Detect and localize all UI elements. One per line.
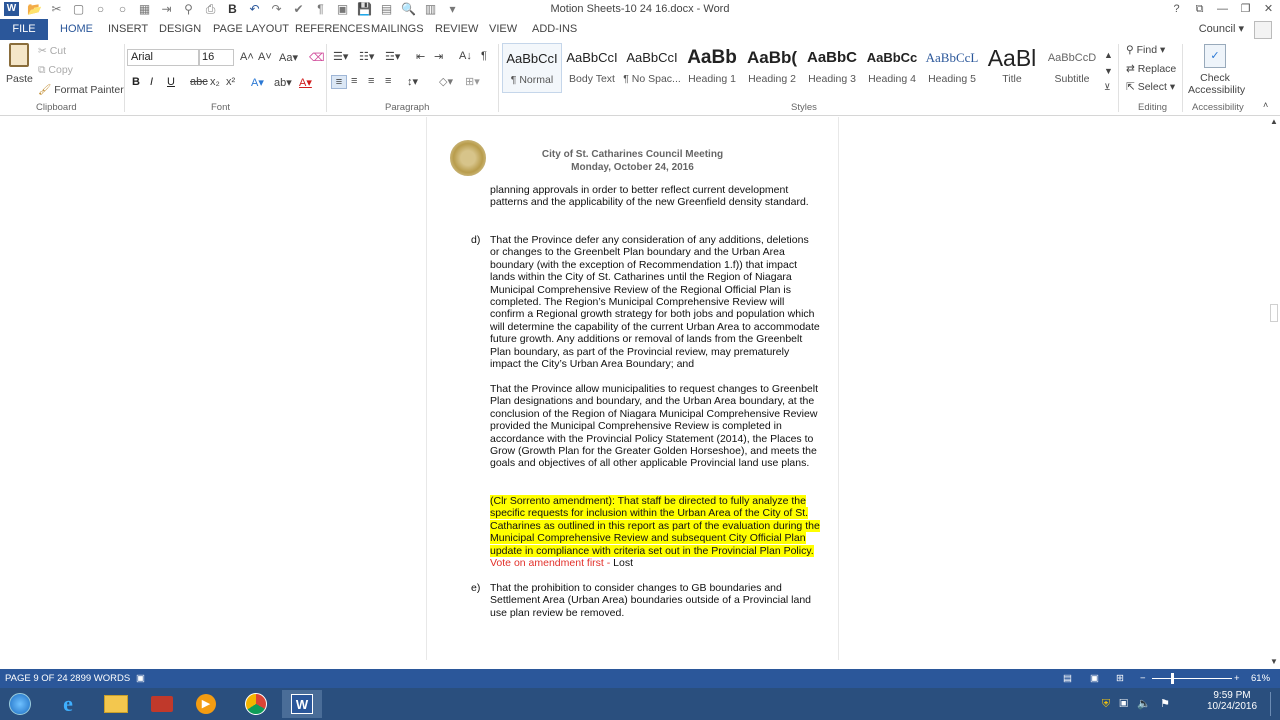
scroll-down-icon[interactable]: ▼ — [1270, 657, 1278, 666]
zoom-in-icon[interactable]: + — [1234, 673, 1240, 684]
style-name: Heading 2 — [748, 73, 796, 85]
open-folder-icon[interactable]: 📂 — [27, 2, 42, 16]
replace-button[interactable] — [1126, 63, 1176, 75]
tab-references[interactable]: REFERENCES — [295, 23, 371, 35]
find-document-icon[interactable]: 🔍 — [401, 2, 416, 16]
action-center-flag-icon[interactable]: ⚑ — [1160, 698, 1170, 710]
align-right-icon[interactable]: ≡ — [368, 75, 375, 87]
page-count[interactable]: PAGE 9 OF 24 — [5, 673, 68, 684]
justify-icon[interactable]: ≡ — [385, 75, 392, 87]
paste-button[interactable] — [6, 43, 32, 85]
zoom-out-icon[interactable]: − — [1140, 673, 1146, 684]
editing-group-label: Editing — [1138, 102, 1168, 113]
sort-icon[interactable]: A↓ — [459, 50, 472, 62]
highlighted-amendment: (Clr Sorrento amendment): That staff be directed to fully analyze the specific requests for inclusion within the Urban Area of the City of St. Catharines as outlined in this report as part of the evaluation during the Municipal Comprehensive Review and subsequent City Official Plan update in compliance with criteria set out in the Provincial Plan Policy. — [490, 495, 820, 557]
bold-icon[interactable]: B — [132, 76, 140, 88]
subscript-icon[interactable]: x₂ — [210, 76, 220, 88]
style-name: ¶ No Spac... — [623, 73, 681, 85]
style-heading-1[interactable] — [682, 43, 742, 93]
style-heading-4[interactable] — [862, 43, 922, 93]
format-painter-label: Format Painter — [54, 84, 124, 96]
proofing-icon[interactable]: ▣ — [136, 673, 145, 684]
clock[interactable] — [1202, 690, 1262, 712]
style-name: Heading 3 — [808, 73, 856, 85]
taskbar-file-explorer[interactable] — [96, 690, 136, 718]
collapse-ribbon-icon[interactable]: ˄ — [1263, 100, 1269, 110]
vote-note: Vote on amendment first - — [490, 557, 614, 570]
increase-indent-icon[interactable]: ⇥ — [434, 51, 444, 63]
style-heading-3[interactable] — [802, 43, 862, 93]
redo-icon[interactable]: ↷ — [271, 2, 282, 16]
taskbar-presentation-app[interactable] — [142, 690, 182, 718]
document-icon[interactable]: ▤ — [380, 2, 393, 16]
style-sample: AaBb( — [746, 48, 798, 67]
customize-qat-icon[interactable]: ▾ — [449, 2, 456, 16]
print-preview-icon[interactable]: ⎙ — [205, 2, 216, 16]
paste-label: Paste — [6, 73, 33, 85]
paragraph-item-e: That the prohibition to consider changes to GB boundaries and Settlement Area (Urban Area) boundaries outside of a Provincial land use plan review be removed. — [490, 582, 812, 619]
show-desktop-button[interactable] — [1270, 692, 1278, 716]
accessibility-group-label: Accessibility — [1192, 102, 1244, 113]
multilevel-list-icon[interactable]: ☲▾ — [385, 51, 401, 63]
shrink-font-icon[interactable]: A˅ — [258, 51, 272, 63]
style-name: Subtitle — [1054, 73, 1090, 85]
styles-more-icon[interactable]: ⊻ — [1104, 82, 1111, 92]
amendment-paragraph — [490, 495, 820, 569]
font-size-select[interactable]: 16 — [198, 49, 234, 66]
align-left-icon[interactable]: ≡ — [331, 75, 347, 89]
window-controls — [1165, 0, 1280, 19]
select-button[interactable] — [1126, 81, 1175, 93]
font-group-label: Font — [211, 102, 231, 113]
pdf-icon[interactable]: ▥ — [424, 2, 437, 16]
zoom-level[interactable]: 61% — [1251, 673, 1271, 684]
highlight-icon[interactable]: ab▾ — [274, 77, 292, 89]
volume-icon[interactable]: 🔈 — [1137, 698, 1151, 710]
style-sample: AaBbCcI — [506, 51, 558, 66]
grow-font-icon[interactable]: A˄ — [240, 51, 254, 63]
font-color-icon[interactable]: A▾ — [299, 77, 312, 89]
superscript-icon[interactable]: x² — [226, 76, 236, 88]
check-label: Check — [1200, 72, 1230, 84]
restore-button[interactable]: ❐ — [1240, 3, 1251, 15]
paragraph-group-label: Paragraph — [385, 102, 430, 113]
list-letter: e) — [471, 582, 481, 594]
chrome-icon — [245, 693, 267, 715]
media-player-icon: ▶ — [196, 694, 216, 714]
folder-icon — [104, 695, 128, 713]
style-sample: AaBbCcL — [925, 50, 979, 65]
divider — [326, 44, 327, 112]
format-painter-button[interactable] — [38, 83, 124, 96]
bullets-icon[interactable]: ☰▾ — [333, 51, 349, 63]
minimize-button[interactable]: — — [1217, 3, 1228, 15]
start-button[interactable] — [0, 690, 40, 718]
style-name: Body Text — [569, 73, 615, 85]
circle-icon-2[interactable]: ○ — [118, 2, 127, 16]
find-button[interactable] — [1126, 44, 1165, 56]
header-title: City of St. Catharines Council Meeting — [541, 149, 724, 160]
font-name-select[interactable]: Arial — [127, 49, 200, 66]
divider — [498, 44, 499, 112]
user-account[interactable]: Council ▾ — [1198, 23, 1244, 35]
taskbar-word[interactable] — [282, 690, 322, 718]
zoom-slider[interactable] — [1152, 678, 1232, 679]
copy-button[interactable] — [38, 64, 73, 77]
taskbar-media-player[interactable] — [186, 690, 226, 718]
clear-formatting-icon[interactable]: ⌫ — [309, 52, 325, 64]
style-heading-5[interactable] — [922, 43, 982, 93]
binoculars-icon: ⚲ — [1126, 44, 1137, 56]
style-name: Title — [1002, 73, 1022, 85]
read-mode-icon[interactable]: ▤ — [1063, 673, 1072, 684]
line-spacing-icon[interactable]: ↕▾ — [407, 76, 419, 88]
web-layout-icon[interactable]: ⊞ — [1116, 673, 1124, 684]
check-accessibility-button[interactable] — [1188, 72, 1246, 96]
paragraph: planning approvals in order to better reflect current development patterns and the applicability of the new Greenfield density standard. — [490, 184, 809, 209]
shading-icon[interactable]: ◇▾ — [439, 76, 453, 88]
clock-date: 10/24/2016 — [1206, 701, 1258, 712]
tab-insert[interactable]: INSERT — [108, 23, 149, 35]
indent-icon[interactable]: ⇥ — [161, 2, 172, 16]
styles-gallery — [502, 43, 1110, 95]
clipboard-group-label: Clipboard — [36, 102, 77, 113]
taskbar-chrome[interactable] — [236, 690, 276, 718]
tab-file[interactable]: FILE — [0, 19, 48, 40]
header-date: Monday, October 24, 2016 — [571, 162, 694, 173]
bold-icon[interactable]: B — [228, 2, 237, 16]
numbering-icon[interactable]: ☷▾ — [359, 51, 375, 63]
ribbon-tabs — [0, 19, 1280, 40]
strikethrough-icon[interactable]: abc — [190, 76, 208, 88]
clock-time: 9:59 PM — [1213, 690, 1251, 701]
style-title[interactable] — [982, 43, 1042, 93]
divider — [1182, 44, 1183, 112]
windows-start-icon — [9, 693, 31, 715]
tab-home[interactable]: HOME — [60, 23, 93, 35]
tab-review[interactable]: REVIEW — [435, 23, 479, 35]
find-label: Find ▾ — [1136, 44, 1166, 56]
word-app-icon[interactable]: W — [4, 2, 19, 16]
print-layout-icon[interactable]: ▣ — [1090, 673, 1099, 684]
scroll-up-icon[interactable]: ▲ — [1270, 117, 1278, 126]
ribbon-display-button[interactable]: ⧉ — [1195, 3, 1204, 15]
style-sample: AaBbCcI — [626, 50, 678, 65]
title-bar — [0, 0, 1280, 19]
internet-explorer-icon: e — [63, 691, 73, 716]
styles-group-label: Styles — [791, 102, 817, 113]
tab-mailings[interactable]: MAILINGS — [371, 23, 424, 35]
replace-icon: ⇄ — [1126, 63, 1138, 75]
tab-add-ins[interactable]: ADD-INS — [532, 23, 578, 35]
close-button[interactable]: ✕ — [1263, 3, 1274, 15]
divider — [1118, 44, 1119, 112]
divider — [124, 44, 125, 112]
change-case-icon[interactable]: Aa▾ — [279, 52, 298, 64]
show-marks-icon[interactable]: ¶ — [481, 50, 487, 62]
scroll-thumb[interactable] — [1270, 304, 1278, 322]
security-shield-icon[interactable]: ⛨ — [1101, 698, 1111, 710]
style-name: ¶ Normal — [510, 74, 554, 86]
accessibility-label: Accessibility — [1188, 84, 1246, 96]
network-icon[interactable]: ▣ — [1119, 698, 1129, 710]
binoculars-icon[interactable]: ⚲ — [184, 2, 193, 16]
cut-label: Cut — [49, 45, 67, 57]
avatar[interactable] — [1254, 21, 1272, 39]
align-center-icon[interactable]: ≡ — [351, 75, 358, 87]
save-as-icon[interactable]: ▣ — [336, 2, 349, 16]
tab-view[interactable]: VIEW — [489, 23, 518, 35]
tray-icons[interactable] — [1102, 697, 1170, 711]
vertical-scrollbar[interactable] — [1268, 117, 1280, 669]
style-no-spacing[interactable] — [622, 43, 682, 93]
podium-icon — [151, 696, 173, 712]
taskbar-internet-explorer[interactable] — [48, 690, 88, 718]
style-sample: AaBb — [687, 47, 737, 68]
undo-icon[interactable]: ↶ — [249, 2, 260, 16]
styles-scroll-up-icon[interactable]: ▲ — [1104, 50, 1113, 60]
styles-scroll-down-icon[interactable]: ▼ — [1104, 66, 1113, 76]
status-bar — [0, 669, 1280, 688]
text-effects-icon[interactable]: A▾ — [251, 77, 264, 89]
save-icon[interactable]: 💾 — [357, 2, 372, 16]
borders-icon[interactable]: ⊞▾ — [465, 76, 480, 88]
taskbar — [0, 688, 1280, 720]
style-heading-2[interactable] — [742, 43, 802, 93]
paragraph: That the Province allow municipalities to request changes to Greenbelt Plan designations and boundary, and the Urban Area boundary, at the conclusion of the Region of Niagara Municipal Comprehensive Review provided the Municipal Comprehensive Review is completed in accordance with the Provincial Policy Statement (2014), the Places to Grow (Growth Plan for the Greater Golden Horseshoe), and meets the goals and objectives of all other applicable Provincial land use plans. — [490, 383, 819, 470]
word-count[interactable]: 2899 WORDS — [70, 673, 131, 684]
check-accessibility-icon[interactable]: ✓ — [1204, 44, 1226, 68]
style-name: Heading 4 — [868, 73, 916, 85]
document-page[interactable] — [426, 117, 839, 660]
paragraph-item-d: That the Province defer any consideration of any additions, deletions or changes to the Greenbelt Plan boundary and the Urban Area boundary (with the exception of Recommendation 1.f)) that impact lands within the City of St. Catharines until the Region of Niagara Municipal Comprehensive Review of the Regional Official Plan is completed. The Region’s Municipal Comprehensive Review will confirm a Regional growth strategy for both jobs and population which will determine the capability of the current Urban Area to accommodate future growth. Any additions or removal of lands from the Greenbelt Plan boundary, as part of the Provincial review, may prematurely impact the City’s Urban Area Boundary; and — [490, 234, 820, 371]
style-sample: AaBl — [987, 45, 1037, 71]
brush-icon: 🖌 — [38, 84, 55, 96]
scissors-icon: ✂ — [38, 45, 50, 57]
clipboard-icon — [9, 43, 29, 67]
select-label: Select ▾ — [1137, 81, 1176, 93]
decrease-indent-icon[interactable]: ⇤ — [416, 51, 426, 63]
vote-result: Lost — [613, 557, 634, 570]
circle-icon[interactable]: ○ — [96, 2, 105, 16]
style-normal[interactable] — [502, 43, 562, 93]
help-button[interactable]: ? — [1173, 3, 1180, 15]
table-icon[interactable]: ▦ — [138, 2, 151, 16]
document-title: Motion Sheets-10 24 16.docx - Word — [550, 3, 730, 15]
cursor-icon: ⇱ — [1126, 81, 1138, 93]
underline-icon[interactable]: U — [167, 76, 175, 88]
new-document-icon[interactable]: ▢ — [72, 2, 85, 16]
italic-icon[interactable]: I — [150, 76, 154, 88]
style-body-text[interactable] — [562, 43, 622, 93]
cut-button[interactable] — [38, 45, 66, 57]
copy-label: Copy — [48, 64, 73, 76]
tab-design[interactable]: DESIGN — [159, 23, 202, 35]
style-name: Heading 1 — [688, 73, 736, 85]
style-sample: AaBbC — [806, 49, 857, 66]
style-subtitle[interactable] — [1042, 43, 1102, 93]
tools-icon[interactable]: ✂ — [51, 2, 62, 16]
word-icon: W — [291, 694, 313, 714]
ribbon — [0, 40, 1280, 116]
tab-page-layout[interactable]: PAGE LAYOUT — [213, 23, 290, 35]
copy-icon: ⧉ — [38, 64, 49, 76]
zoom-slider-thumb[interactable] — [1171, 673, 1174, 684]
style-sample: AaBbCcI — [566, 50, 618, 65]
style-sample: AaBbCcD — [1047, 52, 1097, 64]
spelling-check-icon[interactable]: ✔ — [293, 2, 304, 16]
style-name: Heading 5 — [928, 73, 976, 85]
list-letter: d) — [471, 234, 481, 246]
pilcrow-icon[interactable]: ¶ — [317, 2, 324, 16]
style-sample: AaBbCc — [866, 50, 918, 65]
replace-label: Replace — [1137, 63, 1177, 75]
